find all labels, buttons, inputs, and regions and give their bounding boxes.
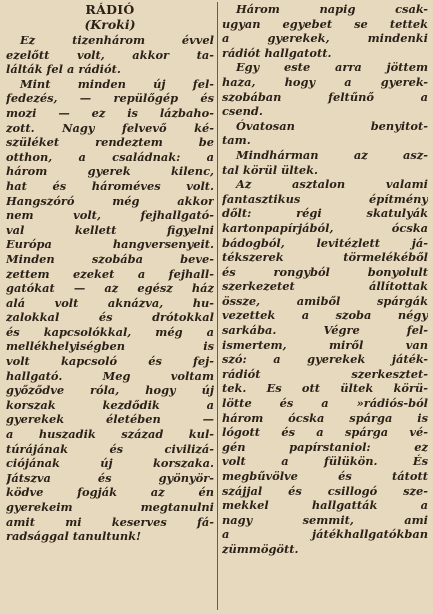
text-line: gén papírstaniol: ez	[222, 439, 428, 454]
left-column-text	[6, 33, 214, 544]
text-line: nagy semmit, ami	[222, 512, 428, 527]
text-line: lötte és a »rádiós-ból	[222, 396, 428, 411]
text-line: szájjal és csillogó sze-	[222, 483, 428, 498]
text-line: zott. Nagy felvevő ké-	[6, 120, 214, 135]
text-line: otthon, a családnak: a	[6, 149, 214, 164]
text-line: ciójának új korszaka.	[6, 456, 214, 471]
text-line: tékszerek törmelékéből	[222, 250, 428, 265]
text-line: Egy este arra jöttem	[236, 60, 428, 75]
text-line: vezettek a szoba négy	[222, 308, 428, 323]
text-line: zümmögött.	[222, 541, 299, 556]
text-line: Ez tizenhárom évvel	[20, 33, 214, 47]
text-line: Óvatosan benyitot-	[236, 118, 428, 133]
text-line: bádogból, levitézlett já-	[222, 235, 428, 250]
text-line: zalokkal és drótokkal	[6, 310, 214, 325]
text-line: tek. Es ott ültek körü-	[222, 381, 428, 396]
text-line: és kapcsolókkal, még a	[6, 324, 214, 339]
text-line: haza, hogy a gyerek-	[222, 74, 428, 89]
text-line: gyerekeim megtanulni	[6, 500, 214, 514]
text-line: sarkába. Végre fel-	[222, 323, 428, 338]
text-line: tam.	[222, 133, 251, 148]
text-line: ezelőtt volt, akkor ta-	[6, 47, 214, 62]
text-line: Mindhárman az asz-	[236, 147, 428, 162]
text-line: dőlt: régi skatulyák	[222, 206, 428, 221]
text-line: szüléket rendeztem be	[6, 135, 214, 150]
article-subtitle: (Kroki)	[84, 17, 136, 32]
text-line: szerkezetet állítottak	[222, 279, 428, 294]
text-line: szobában feltűnő a	[222, 89, 428, 104]
text-line: három gyerek kilenc,	[6, 164, 214, 179]
text-line: a játékhallgatókban	[222, 527, 428, 542]
text-line: rádiót szerkesztet-	[222, 366, 428, 381]
text-line: val kellett figyelni	[6, 222, 214, 237]
left-column	[6, 2, 214, 544]
text-line: tal körül ültek.	[222, 162, 318, 177]
text-line: korszak kezdődik a	[6, 397, 214, 412]
text-line: ködve fogják az én	[6, 485, 214, 500]
text-line: lálták fel a rádiót.	[6, 62, 121, 77]
text-line: zettem ezeket a fejhall-	[6, 266, 214, 281]
text-line: túrájának és civilizá-	[6, 441, 214, 456]
text-line: szó: a gyerekek játék-	[222, 352, 428, 367]
text-line: gatókat — az egész ház	[6, 281, 214, 296]
text-line: hallgató. Meg voltam	[6, 368, 214, 383]
text-line: megbűvölve és tátott	[222, 469, 428, 483]
text-line: három ócska spárga is	[222, 410, 428, 425]
column-divider	[217, 2, 218, 610]
text-line: Az asztalon valami	[236, 177, 428, 192]
text-line: hat és hároméves volt.	[6, 178, 214, 193]
text-line: mekkel hallgatták a	[222, 498, 428, 513]
text-line: fedezés, — repülőgép és	[6, 91, 214, 106]
text-line: a huszadik század kul-	[6, 427, 214, 442]
text-line: Hangszóró még akkor	[6, 193, 214, 208]
text-line: mozi — ez is lázbaho-	[6, 105, 214, 120]
text-line: csend.	[222, 104, 263, 119]
text-line: Három napig csak-	[236, 2, 428, 16]
text-line: nem volt, fejhallgató-	[6, 208, 214, 223]
text-line: Játszva és gyönyör-	[6, 470, 214, 485]
text-line: győződve róla, hogy új	[6, 383, 214, 398]
text-line: radsággal tanultunk!	[6, 529, 141, 544]
text-line: össze, amiből spárgák	[222, 293, 428, 308]
text-line: a gyerekek, mindenki	[222, 31, 428, 46]
text-line: kartonpapírjából, ócska	[222, 220, 428, 235]
text-line: alá volt aknázva, hu-	[6, 295, 214, 310]
text-line: mellékhelyiségben is	[6, 339, 214, 354]
text-line: gyerekek életében —	[6, 412, 214, 427]
text-line: ugyan egyebet se tettek	[222, 16, 428, 31]
text-line: Mint minden új fel-	[20, 76, 214, 91]
text-line: lógott és a spárga vé-	[222, 425, 428, 440]
right-column	[222, 2, 428, 557]
text-line: rádiót hallgatott.	[222, 45, 332, 60]
text-line: Minden szobába beve-	[6, 251, 214, 266]
article-title: RÁDIÓ	[85, 2, 135, 17]
text-line: fantasztikus építmény	[222, 191, 428, 206]
text-line: Európa hangversenyeit.	[6, 237, 214, 252]
text-line: ismertem, miről van	[222, 337, 428, 352]
text-line: és rongyból bonyolult	[222, 264, 428, 279]
right-column-text	[222, 2, 428, 557]
text-line: volt a fülükön. És	[222, 454, 428, 469]
text-line: volt kapcsoló és fej-	[6, 354, 214, 369]
text-line: amit mi keserves fá-	[6, 514, 214, 529]
